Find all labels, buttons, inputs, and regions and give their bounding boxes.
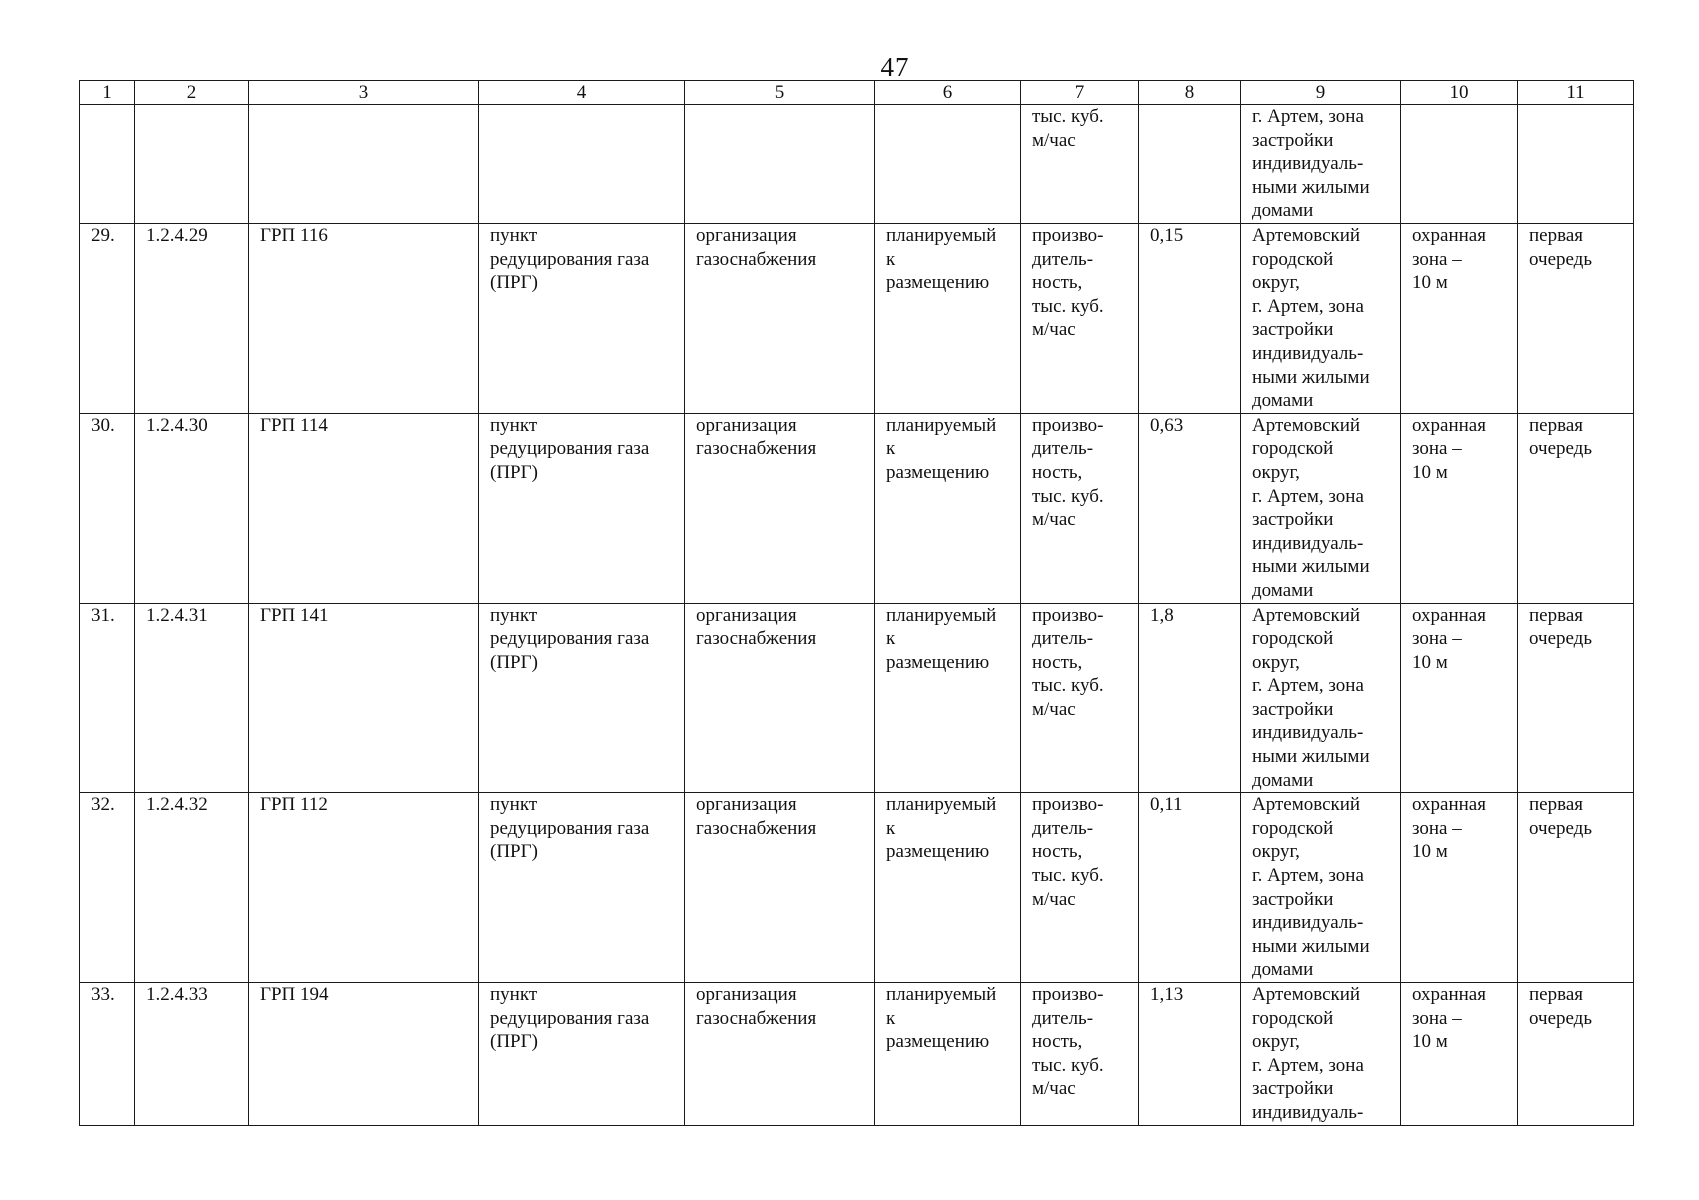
object-location-line: индивидуаль- (1252, 342, 1364, 364)
object-location-line: домами (1252, 579, 1314, 601)
column-header-9: 9 (1241, 81, 1401, 105)
parameter-name-line: тыс. куб. (1032, 675, 1104, 697)
object-code: 1.2.4.33 (135, 983, 249, 1126)
object-location-line: индивидуаль- (1252, 1101, 1364, 1123)
implementation-stage (1518, 603, 1634, 793)
parameter-name (1021, 983, 1139, 1126)
object-location-line: г. Артем, зона (1252, 865, 1364, 887)
implementation-stage-line: первая (1529, 604, 1583, 626)
object-location-line: г. Артем, зона (1252, 295, 1364, 317)
object-status-line: к (886, 248, 896, 270)
object-location-line: домами (1252, 390, 1314, 412)
cell-col-1 (80, 105, 135, 224)
object-status-line: к (886, 628, 896, 650)
object-type-line: пункт (490, 984, 538, 1005)
column-header-2: 2 (135, 81, 249, 105)
object-status-line: планируемый (886, 604, 997, 626)
object-location-line: ными жилыми (1252, 366, 1370, 388)
cell-col-8 (1139, 105, 1241, 224)
parameter-name (1021, 413, 1139, 603)
object-location (1241, 603, 1401, 793)
protection-zone-line: зона – (1412, 1007, 1462, 1029)
cell-col-7 (1021, 105, 1139, 224)
implementation-stage (1518, 413, 1634, 603)
object-status-line: размещению (886, 651, 990, 673)
object-status-line: размещению (886, 841, 990, 863)
object-location-line: застройки (1252, 888, 1334, 910)
object-location-line: Артемовский (1252, 225, 1361, 246)
object-type-line: редуцирования газа (490, 1007, 650, 1029)
parameter-name-line: произво- (1032, 794, 1104, 816)
column-header-6: 6 (875, 81, 1021, 105)
object-location-line: городской (1252, 1007, 1334, 1029)
object-code: 1.2.4.29 (135, 224, 249, 414)
object-location (1241, 793, 1401, 983)
column-header-11: 11 (1518, 81, 1634, 105)
parameter-name (1021, 224, 1139, 414)
organization-line: газоснабжения (696, 1007, 817, 1029)
cell-col-9-line: индивидуаль- (1252, 153, 1364, 175)
table-row (80, 793, 1634, 983)
protection-zone (1401, 224, 1518, 414)
object-location-line: застройки (1252, 319, 1334, 341)
implementation-stage-line: очередь (1529, 248, 1593, 270)
parameter-name-line: дитель- (1032, 628, 1094, 650)
protection-zone-line: зона – (1412, 628, 1462, 650)
object-type-line: пункт (490, 794, 538, 816)
protection-zone-line: охранная (1412, 225, 1486, 246)
implementation-stage-line: первая (1529, 414, 1583, 436)
parameter-name-line: произво- (1032, 984, 1104, 1005)
object-type (479, 413, 685, 603)
organization-line: газоснабжения (696, 248, 817, 270)
parameter-name-line: тыс. куб. (1032, 295, 1104, 317)
organization-line: организация (696, 604, 797, 626)
cell-col-9-line: домами (1252, 200, 1314, 222)
organization-line: газоснабжения (696, 628, 817, 650)
parameter-name-line: дитель- (1032, 817, 1094, 839)
protection-zone (1401, 603, 1518, 793)
object-type-line: (ПРГ) (490, 841, 538, 863)
object-type-line: редуцирования газа (490, 248, 650, 270)
organization (685, 413, 875, 603)
object-type (479, 224, 685, 414)
protection-zone-line: 10 м (1412, 841, 1448, 863)
parameter-name-line: ность, (1032, 841, 1083, 863)
object-location-line: ными жилыми (1252, 556, 1370, 578)
cell-col-9-line: г. Артем, зона (1252, 106, 1364, 127)
object-status (875, 603, 1021, 793)
organization (685, 983, 875, 1126)
cell-col-6 (875, 105, 1021, 224)
parameter-name-line: ность, (1032, 461, 1083, 483)
object-name: ГРП 194 (249, 983, 479, 1126)
parameter-name-line: тыс. куб. (1032, 865, 1104, 887)
object-type-line: (ПРГ) (490, 1031, 538, 1053)
organization-line: газоснабжения (696, 438, 817, 460)
object-type (479, 793, 685, 983)
parameter-name-line: ность, (1032, 272, 1083, 294)
object-location (1241, 983, 1401, 1126)
implementation-stage-line: первая (1529, 984, 1583, 1005)
protection-zone-line: зона – (1412, 248, 1462, 270)
object-status-line: размещению (886, 272, 990, 294)
object-location-line: Артемовский (1252, 984, 1361, 1005)
object-type-line: (ПРГ) (490, 272, 538, 294)
column-header-4: 4 (479, 81, 685, 105)
object-status (875, 413, 1021, 603)
protection-zone-line: 10 м (1412, 461, 1448, 483)
protection-zone-line: 10 м (1412, 272, 1448, 294)
table-row (80, 983, 1634, 1126)
protection-zone-line: 10 м (1412, 1031, 1448, 1053)
object-location-line: городской (1252, 248, 1334, 270)
object-location-line: домами (1252, 769, 1314, 791)
column-header-8: 8 (1139, 81, 1241, 105)
implementation-stage-line: первая (1529, 225, 1583, 246)
object-location-line: застройки (1252, 698, 1334, 720)
page-number: 47 (880, 52, 910, 82)
parameter-name-line: произво- (1032, 225, 1104, 246)
organization-line: организация (696, 414, 797, 436)
parameter-value: 0,15 (1139, 224, 1241, 414)
parameter-name-line: дитель- (1032, 438, 1094, 460)
object-status (875, 793, 1021, 983)
row-number: 32. (80, 793, 135, 983)
object-location-line: округ, (1252, 461, 1300, 483)
object-status (875, 224, 1021, 414)
object-location-line: округ, (1252, 651, 1300, 673)
object-location-line: округ, (1252, 1031, 1300, 1053)
parameter-name-line: тыс. куб. (1032, 1054, 1104, 1076)
implementation-stage-line: очередь (1529, 817, 1593, 839)
object-status-line: к (886, 817, 896, 839)
column-header-1: 1 (80, 81, 135, 105)
implementation-stage-line: очередь (1529, 1007, 1593, 1029)
protection-zone (1401, 413, 1518, 603)
object-location-line: городской (1252, 628, 1334, 650)
implementation-stage (1518, 793, 1634, 983)
object-location-line: городской (1252, 438, 1334, 460)
object-name: ГРП 116 (249, 224, 479, 414)
protection-zone-line: 10 м (1412, 651, 1448, 673)
object-status-line: размещению (886, 1031, 990, 1053)
table-row (80, 603, 1634, 793)
object-location-line: застройки (1252, 1078, 1334, 1100)
object-location-line: застройки (1252, 509, 1334, 531)
object-location-line: г. Артем, зона (1252, 675, 1364, 697)
parameter-name-line: м/час (1032, 888, 1076, 910)
cell-col-4 (479, 105, 685, 224)
object-type-line: редуцирования газа (490, 817, 650, 839)
object-status-line: планируемый (886, 984, 997, 1005)
protection-zone-line: охранная (1412, 414, 1486, 436)
protection-zone (1401, 983, 1518, 1126)
object-type-line: пункт (490, 225, 538, 246)
object-location-line: домами (1252, 959, 1314, 981)
object-code: 1.2.4.30 (135, 413, 249, 603)
object-status-line: к (886, 438, 896, 460)
row-number: 31. (80, 603, 135, 793)
parameter-name (1021, 603, 1139, 793)
organization (685, 793, 875, 983)
cell-col-7-line: тыс. куб. (1032, 106, 1104, 127)
parameter-name-line: произво- (1032, 604, 1104, 626)
object-location-line: индивидуаль- (1252, 532, 1364, 554)
parameter-value: 1,13 (1139, 983, 1241, 1126)
parameter-value: 0,63 (1139, 413, 1241, 603)
continued-row (80, 105, 1634, 224)
parameter-name-line: ность, (1032, 651, 1083, 673)
object-type-line: редуцирования газа (490, 628, 650, 650)
implementation-stage-line: очередь (1529, 438, 1593, 460)
cell-col-9-line: застройки (1252, 129, 1334, 151)
organization-line: организация (696, 794, 797, 816)
object-status-line: планируемый (886, 225, 997, 246)
parameter-name (1021, 793, 1139, 983)
cell-col-11 (1518, 105, 1634, 224)
object-type-line: редуцирования газа (490, 438, 650, 460)
object-status-line: планируемый (886, 794, 997, 816)
organization-line: организация (696, 984, 797, 1005)
object-status (875, 983, 1021, 1126)
cell-col-5 (685, 105, 875, 224)
parameter-name-line: дитель- (1032, 1007, 1094, 1029)
implementation-stage-line: первая (1529, 794, 1583, 816)
organization (685, 224, 875, 414)
object-location-line: индивидуаль- (1252, 912, 1364, 934)
object-location-line: ными жилыми (1252, 746, 1370, 768)
object-location-line: г. Артем, зона (1252, 1054, 1364, 1076)
cell-col-9 (1241, 105, 1401, 224)
object-location (1241, 224, 1401, 414)
object-status-line: планируемый (886, 414, 997, 436)
implementation-stage-line: очередь (1529, 628, 1593, 650)
object-code: 1.2.4.32 (135, 793, 249, 983)
protection-zone (1401, 793, 1518, 983)
row-number: 29. (80, 224, 135, 414)
object-type-line: (ПРГ) (490, 461, 538, 483)
implementation-stage (1518, 983, 1634, 1126)
object-name: ГРП 112 (249, 793, 479, 983)
cell-col-2 (135, 105, 249, 224)
object-name: ГРП 114 (249, 413, 479, 603)
column-header-3: 3 (249, 81, 479, 105)
cell-col-9-line: ными жилыми (1252, 176, 1370, 198)
object-type (479, 983, 685, 1126)
parameter-name-line: ность, (1032, 1031, 1083, 1053)
protection-zone-line: зона – (1412, 438, 1462, 460)
table-row (80, 413, 1634, 603)
row-number: 30. (80, 413, 135, 603)
object-location-line: Артемовский (1252, 794, 1361, 816)
table-row (80, 224, 1634, 414)
implementation-stage (1518, 224, 1634, 414)
object-status-line: к (886, 1007, 896, 1029)
object-type-line: пункт (490, 604, 538, 626)
protection-zone-line: охранная (1412, 604, 1486, 626)
object-location-line: городской (1252, 817, 1334, 839)
protection-zone-line: зона – (1412, 817, 1462, 839)
object-location-line: г. Артем, зона (1252, 485, 1364, 507)
cell-col-10 (1401, 105, 1518, 224)
object-code: 1.2.4.31 (135, 603, 249, 793)
row-number: 33. (80, 983, 135, 1126)
cell-col-3 (249, 105, 479, 224)
objects-table (79, 80, 1634, 1126)
object-location-line: округ, (1252, 841, 1300, 863)
cell-col-7-line: м/час (1032, 129, 1076, 151)
object-location (1241, 413, 1401, 603)
parameter-name-line: м/час (1032, 509, 1076, 531)
parameter-name-line: дитель- (1032, 248, 1094, 270)
column-header-5: 5 (685, 81, 875, 105)
organization-line: организация (696, 225, 797, 246)
parameter-value: 0,11 (1139, 793, 1241, 983)
organization (685, 603, 875, 793)
object-location-line: Артемовский (1252, 604, 1361, 626)
parameter-name-line: м/час (1032, 1078, 1076, 1100)
column-header-10: 10 (1401, 81, 1518, 105)
object-type (479, 603, 685, 793)
object-location-line: индивидуаль- (1252, 722, 1364, 744)
parameter-name-line: произво- (1032, 414, 1104, 436)
object-status-line: размещению (886, 461, 990, 483)
object-type-line: пункт (490, 414, 538, 436)
parameter-name-line: м/час (1032, 698, 1076, 720)
object-location-line: округ, (1252, 272, 1300, 294)
parameter-name-line: тыс. куб. (1032, 485, 1104, 507)
parameter-value: 1,8 (1139, 603, 1241, 793)
object-name: ГРП 141 (249, 603, 479, 793)
object-location-line: ными жилыми (1252, 935, 1370, 957)
protection-zone-line: охранная (1412, 984, 1486, 1005)
object-type-line: (ПРГ) (490, 651, 538, 673)
column-header-7: 7 (1021, 81, 1139, 105)
object-location-line: Артемовский (1252, 414, 1361, 436)
protection-zone-line: охранная (1412, 794, 1486, 816)
header-row (80, 81, 1634, 105)
parameter-name-line: м/час (1032, 319, 1076, 341)
organization-line: газоснабжения (696, 817, 817, 839)
